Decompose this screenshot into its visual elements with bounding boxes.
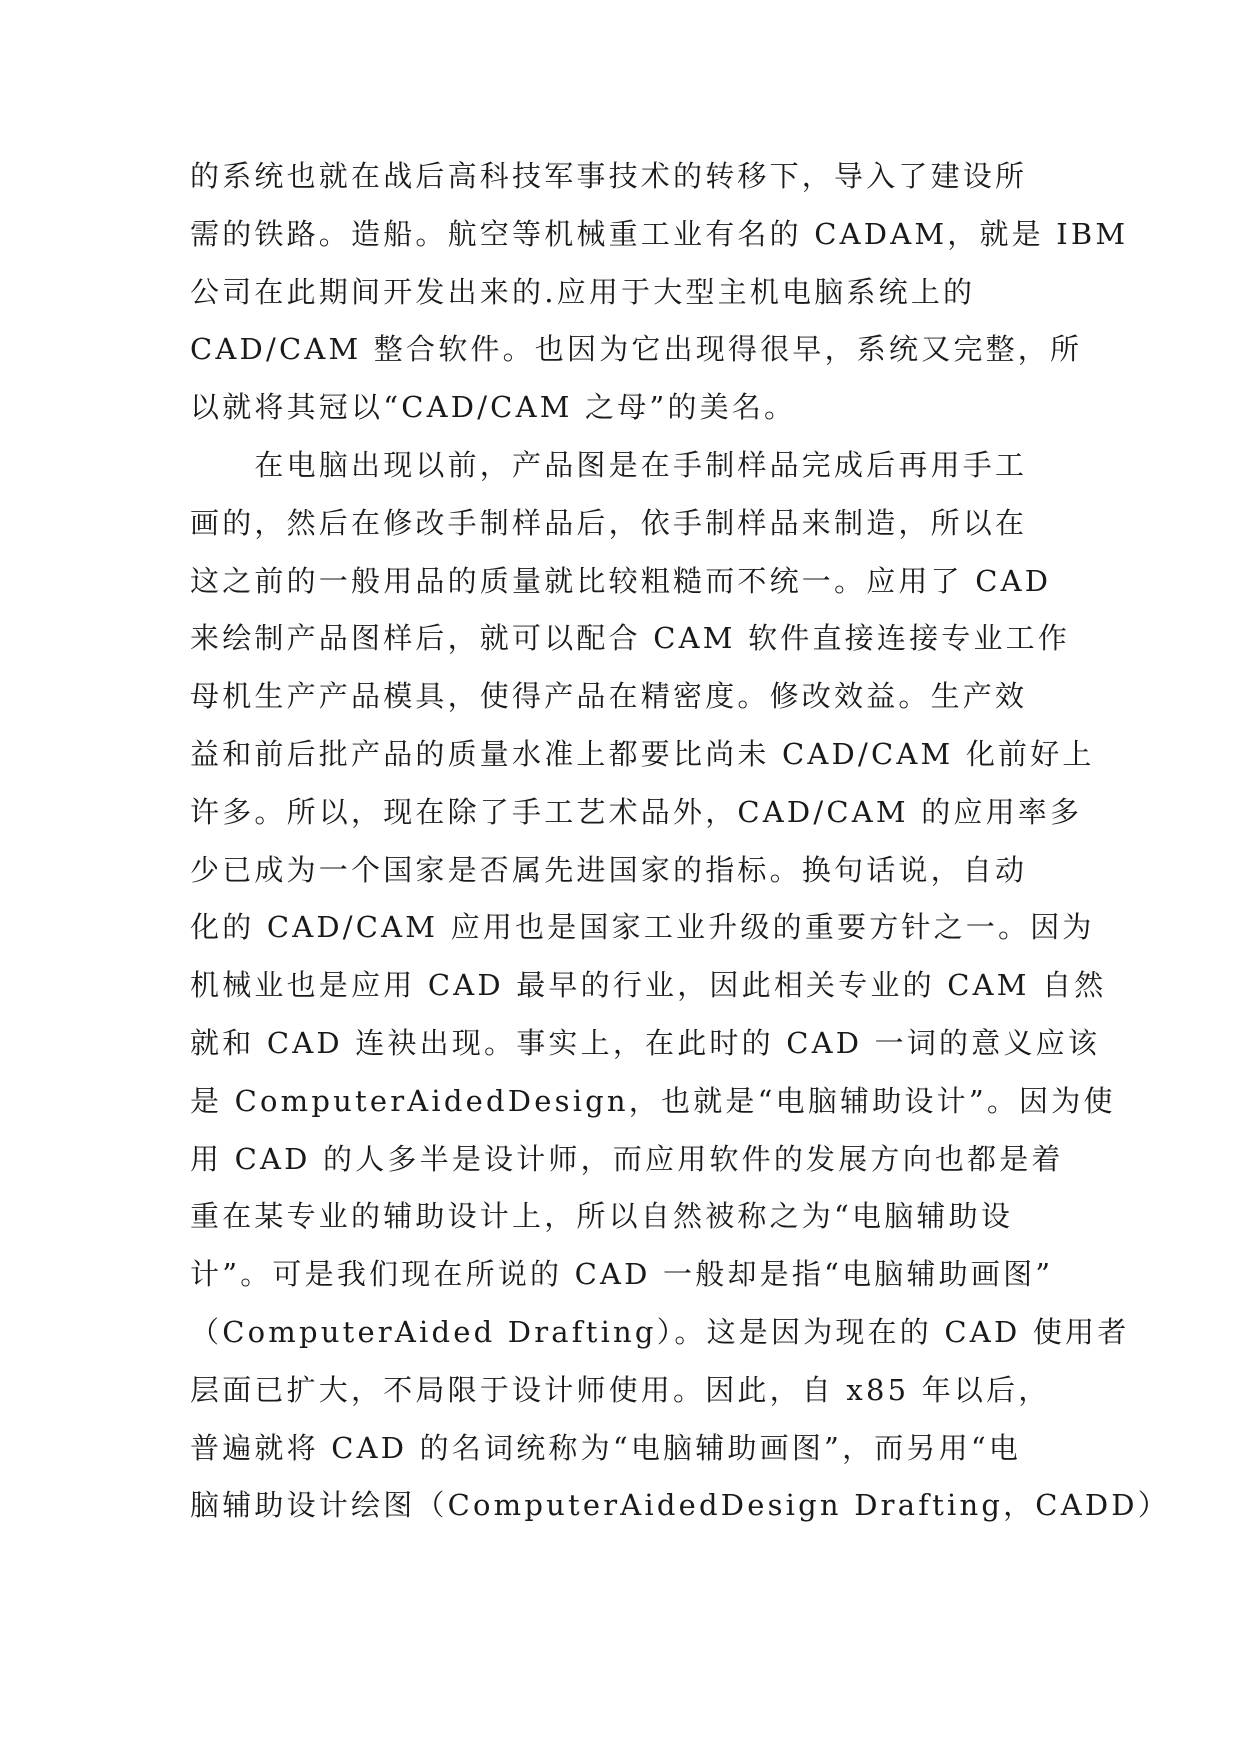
text-line: 以就将其冠以“CAD/CAM 之母”的美名。 xyxy=(190,390,797,425)
text-line: 画的，然后在修改手制样品后，依手制样品来制造，所以在 xyxy=(190,505,1028,540)
text-line: 公司在此期间开发出来的.应用于大型主机电脑系统上的 xyxy=(190,274,976,309)
paragraph-start-line: 在电脑出现以前，产品图是在手制样品完成后再用手工 xyxy=(190,448,1028,482)
text-line: 化的 CAD/CAM 应用也是国家工业升级的重要方针之一。因为 xyxy=(190,910,1095,945)
text-line: 是 ComputerAidedDesign，也就是“电脑辅助设计”。因为使 xyxy=(190,1083,1116,1118)
text-line: 许多。所以，现在除了手工艺术品外，CAD/CAM 的应用率多 xyxy=(190,794,1083,829)
text-line: 益和前后批产品的质量水准上都要比尚未 CAD/CAM 化前好上 xyxy=(190,737,1095,771)
text-line: 层面已扩大，不局限于设计师使用。因此，自 x85 年以后， xyxy=(190,1372,1051,1407)
text-line: 来绘制产品图样后，就可以配合 CAM 软件直接连接专业工作 xyxy=(190,621,1071,656)
text-line: 就和 CAD 连袂出现。事实上，在此时的 CAD 一词的意义应该 xyxy=(190,1026,1101,1060)
text-line: 的系统也就在战后高科技军事技术的转移下，导入了建设所 xyxy=(190,159,1028,193)
text-line: CAD/CAM 整合软件。也因为它出现得很早，系统又完整，所 xyxy=(190,332,1083,367)
text-line: 脑辅助设计绘图（ComputerAidedDesign Drafting，CADD） xyxy=(190,1488,1170,1523)
text-line: 这之前的一般用品的质量就比较粗糙而不统一。应用了 CAD xyxy=(190,563,1052,598)
text-line: 用 CAD 的人多半是设计师，而应用软件的发展方向也都是着 xyxy=(190,1141,1064,1176)
text-line: 计”。可是我们现在所说的 CAD 一般却是指“电脑辅助画图” xyxy=(190,1257,1054,1292)
text-line: 机械业也是应用 CAD 最早的行业，因此相关专业的 CAM 自然 xyxy=(190,968,1107,1003)
text-line: 需的铁路。造船。航空等机械重工业有名的 CADAM，就是 IBM xyxy=(190,216,1129,251)
text-line: 普遍就将 CAD 的名词统称为“电脑辅助画图”，而另用“电 xyxy=(190,1430,1022,1465)
text-line: 少已成为一个国家是否属先进国家的指标。换句话说，自动 xyxy=(190,852,1028,887)
text-line: 重在某专业的辅助设计上，所以自然被称之为“电脑辅助设 xyxy=(190,1199,1014,1234)
text-line: （ComputerAided Drafting）。这是因为现在的 CAD 使用者 xyxy=(190,1315,1130,1349)
text-line: 母机生产产品模具，使得产品在精密度。修改效益。生产效 xyxy=(190,679,1028,714)
